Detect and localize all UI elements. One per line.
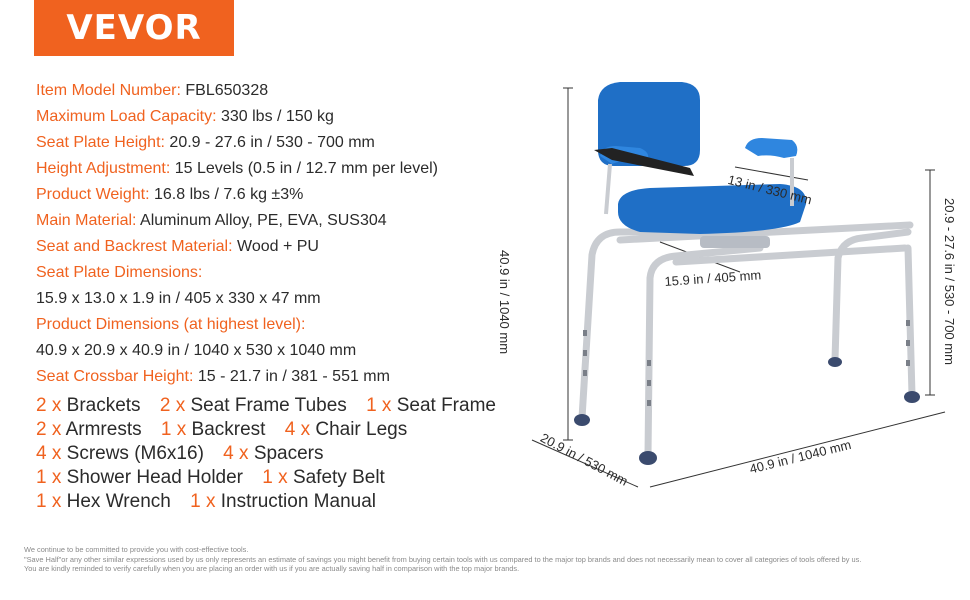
- spec-row-load: Maximum Load Capacity: 330 lbs / 150 kg: [36, 108, 334, 125]
- dim-height-total: 40.9 in / 1040 mm: [497, 250, 512, 355]
- disclaimer: [24, 545, 959, 574]
- spec-row-seat-height: Seat Plate Height: 20.9 - 27.6 in / 530 - 700 mm: [36, 134, 375, 151]
- dimension-lines: [532, 88, 945, 487]
- spec-row-weight: Product Weight: 16.8 lbs / 7.6 kg ±3%: [36, 186, 304, 203]
- spec-row-seat-dims-label: Seat Plate Dimensions:: [36, 264, 203, 281]
- spec-row-product-dims-label: Product Dimensions (at highest level):: [36, 316, 306, 333]
- package-contents: [36, 394, 556, 514]
- dim-seat-width: 13 in / 330 mm: [726, 172, 814, 208]
- package-row: 2 x Brackets 2 x Seat Frame Tubes 1 x Seat Frame: [36, 395, 496, 416]
- disclaimer-line: We continue to be committed to provide you with cost-effective tools.: [24, 545, 249, 554]
- rubber-feet: [574, 357, 920, 465]
- dim-seat-height-range: 20.9 - 27.6 in / 530 - 700 mm: [942, 198, 957, 365]
- spec-row-product-dims-value: 40.9 x 20.9 x 40.9 in / 1040 x 530 x 1040 mm: [36, 342, 357, 359]
- package-row: 2 x Armrests 1 x Backrest 4 x Chair Legs: [36, 419, 408, 440]
- package-row: 1 x Shower Head Holder 1 x Safety Belt: [36, 467, 385, 488]
- right-armrest: [745, 138, 797, 158]
- spec-row-crossbar-height: Seat Crossbar Height: 15 - 21.7 in / 381 - 551 mm: [36, 368, 390, 385]
- disclaimer-line: "Save Half"or any other similar expressions used by us only represents an estimate of savings you might benefit from buying certain tools with us compared to the major top brands and does not necessarily mean to cover all categories of tools offered by us.: [24, 554, 862, 564]
- logo-text: VEVOR: [66, 8, 202, 48]
- spec-row-seat-dims-value: 15.9 x 13.0 x 1.9 in / 405 x 330 x 47 mm: [36, 290, 321, 307]
- package-row: 4 x Screws (M6x16) 4 x Spacers: [36, 443, 324, 464]
- spec-row-seat-material: Seat and Backrest Material: Wood + PU: [36, 238, 319, 255]
- spec-row-model: Item Model Number: FBL650328: [36, 82, 269, 99]
- vevor-logo: [34, 0, 234, 56]
- spec-row-material: Main Material: Aluminum Alloy, PE, EVA, SUS304: [36, 212, 387, 229]
- seat-rail: [700, 236, 770, 248]
- disclaimer-line: You are kindly reminded to verify carefully when you are placing an order with us if you are actually saving half in comparison with the top major brands.: [24, 564, 520, 573]
- bench-frame: [582, 225, 912, 455]
- package-row: 1 x Hex Wrench 1 x Instruction Manual: [36, 491, 376, 512]
- dim-base-depth: 20.9 in / 530 mm: [537, 430, 631, 489]
- dim-seat-depth: 15.9 in / 405 mm: [664, 267, 762, 289]
- spec-list: [36, 78, 556, 390]
- leg-holes: [583, 320, 910, 406]
- spec-row-height-adjust: Height Adjustment: 15 Levels (0.5 in / 12.7 mm per level): [36, 160, 438, 177]
- dim-base-width: 40.9 in / 1040 mm: [748, 436, 853, 477]
